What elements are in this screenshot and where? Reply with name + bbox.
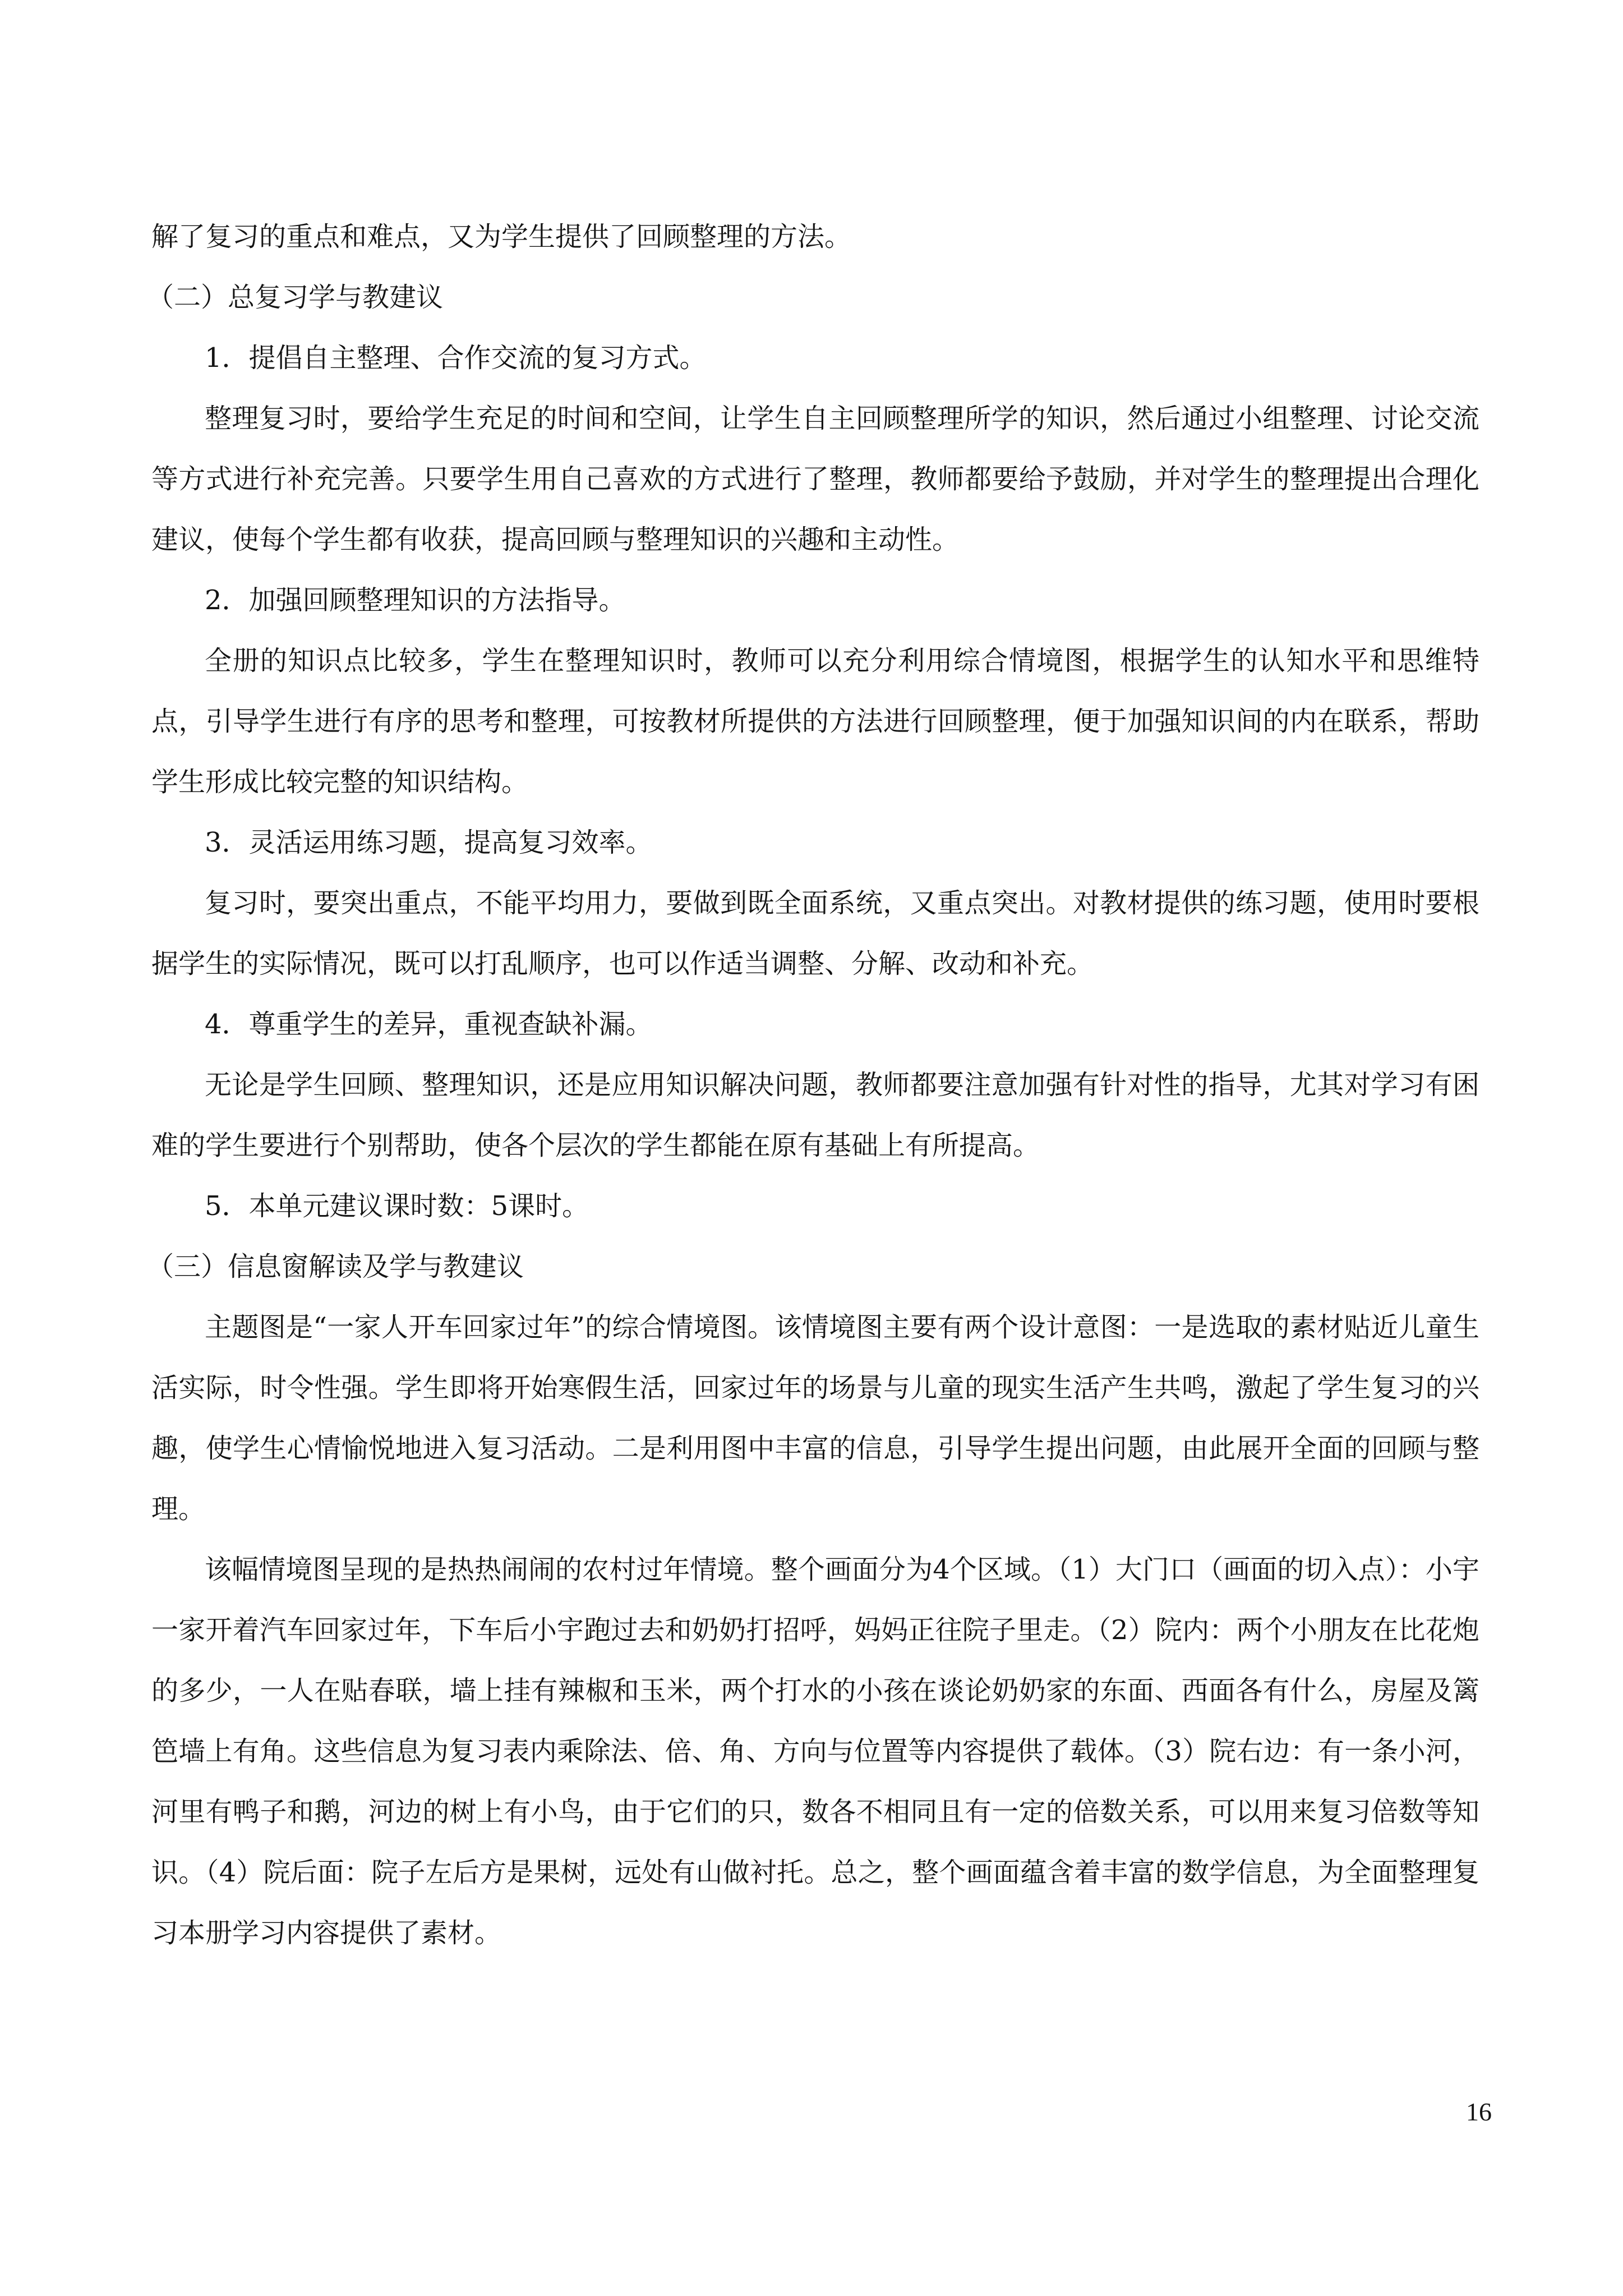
suggestion-2-title: 2．加强回顾整理知识的方法指导。 (205, 585, 626, 616)
suggestion-1-body: 整理复习时，要给学生充足的时间和空间，让学生自主回顾整理所学的知识，然后通过小组整理、讨论交流等方式进行补充完善。只要学生用自己喜欢的方式进行了整理，教师都要给予鼓励，并对学生的整理提出合理化建议，使每个学生都有收获，提高回顾与整理知识的兴趣和主动性。 (151, 403, 1479, 555)
suggestion-3-title: 3．灵活运用练习题，提高复习效率。 (205, 827, 653, 858)
suggestion-4-body: 无论是学生回顾、整理知识，还是应用知识解决问题，教师都要注意加强有针对性的指导，尤其对学习有困难的学生要进行个别帮助，使各个层次的学生都能在原有基础上有所提高。 (151, 1069, 1479, 1161)
suggestion-1-title: 1．提倡自主整理、合作交流的复习方式。 (205, 342, 707, 374)
scene-description-paragraph: 该幅情境图呈现的是热热闹闹的农村过年情境。整个画面分为4个区域。（1）大门口（画面的切入点）：小宇一家开着汽车回家过年，下车后小宇跑过去和奶奶打招呼，妈妈正往院子里走。（2）院内：两个小朋友在比花炮的多少，一人在贴春联，墙上挂有辣椒和玉米，两个打水的小孩在谈论奶奶家的东面、西面各有什么，房屋及篱笆墙上有角。这些信息为复习表内乘除法、倍、角、方向与位置等内容提供了载体。（3）院右边：有一条小河，河里有鸭子和鹅，河边的树上有小鸟，由于它们的只，数各不相同且有一定的倍数关系，可以用来复习倍数等知识。（4）院后面：院子左后方是果树，远处有山做衬托。总之，整个画面蕴含着丰富的数学信息，为全面整理复习本册学习内容提供了素材。 (151, 1554, 1479, 1949)
section-heading-3: （三）信息窗解读及学与教建议 (147, 1251, 524, 1282)
suggestion-2-body: 全册的知识点比较多，学生在整理知识时，教师可以充分利用综合情境图，根据学生的认知水平和思维特点，引导学生进行有序的思考和整理，可按教材所提供的方法进行回顾整理，便于加强知识间的内在联系，帮助学生形成比较完整的知识结构。 (151, 645, 1479, 798)
suggestion-4-title: 4．尊重学生的差异，重视查缺补漏。 (205, 1009, 653, 1040)
continuation-line: 解了复习的重点和难点，又为学生提供了回顾整理的方法。 (151, 221, 852, 252)
page-number: 16 (1466, 2097, 1492, 2126)
section-heading-2: （二）总复习学与教建议 (147, 282, 444, 313)
theme-intro-paragraph: 主题图是“一家人开车回家过年”的综合情境图。该情境图主要有两个设计意图：一是选取的素材贴近儿童生活实际，时令性强。学生即将开始寒假生活，回家过年的场景与儿童的现实生活产生共鸣，激起了学生复习的兴趣，使学生心情愉悦地进入复习活动。二是利用图中丰富的信息，引导学生提出问题，由此展开全面的回顾与整理。 (151, 1312, 1479, 1525)
suggestion-5-title: 5．本单元建议课时数：5课时。 (205, 1190, 589, 1222)
suggestion-3-body: 复习时，要突出重点，不能平均用力，要做到既全面系统，又重点突出。对教材提供的练习题，使用时要根据学生的实际情况，既可以打乱顺序，也可以作适当调整、分解、改动和补充。 (151, 887, 1479, 979)
page-content (147, 206, 1479, 1963)
